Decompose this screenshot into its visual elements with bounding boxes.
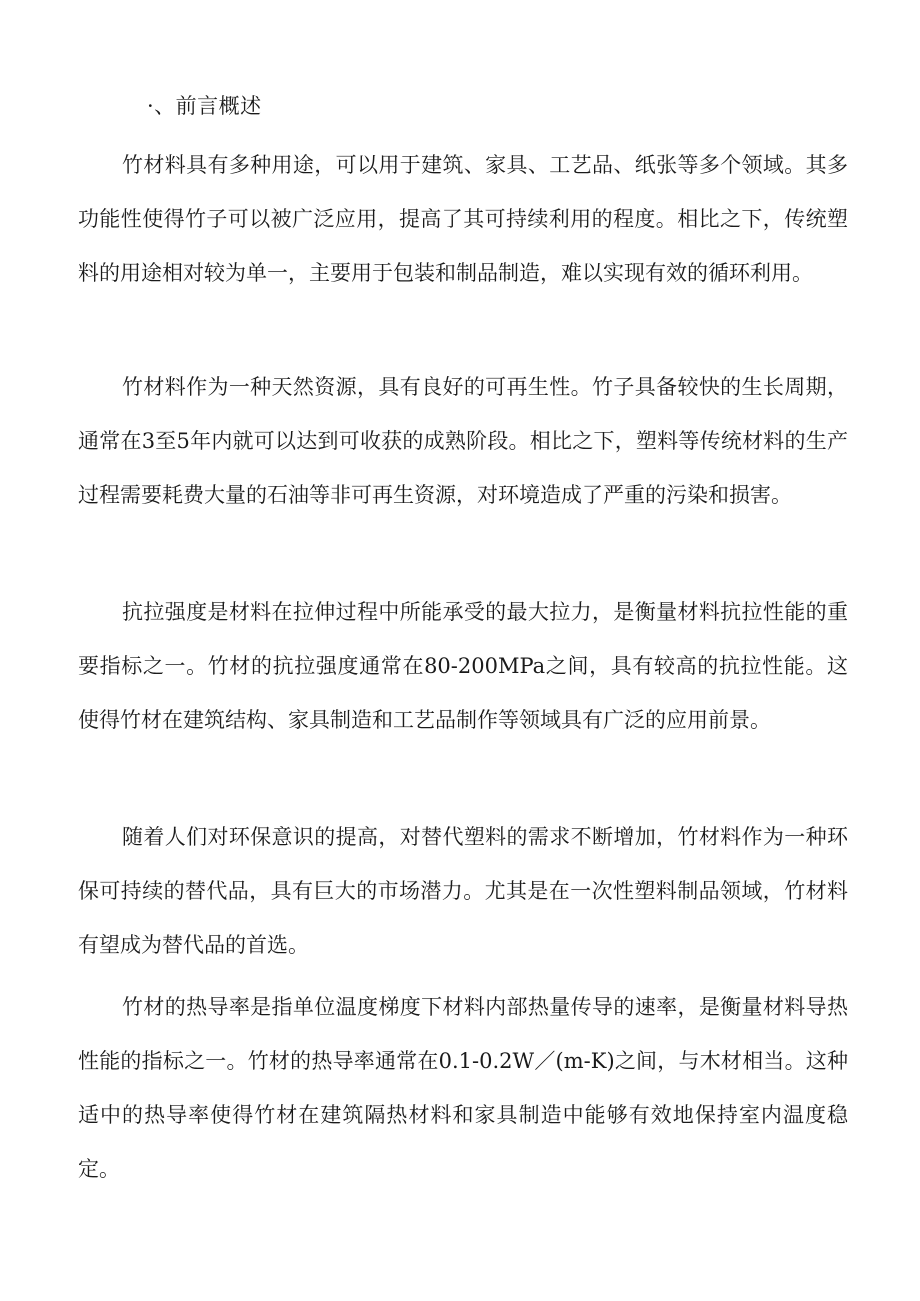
section-heading: ·、前言概述 [147, 94, 262, 118]
paragraph-market-potential: 随着人们对环保意识的提高，对替代塑料的需求不断增加，竹材料作为一种环保可持续的替代品，具有巨大的市场潜力。尤其是在一次性塑料制品领域，竹材料有望成为替代品的首选。 [78, 825, 848, 957]
paragraph-tensile-strength: 抗拉强度是材料在拉伸过程中所能承受的最大拉力，是衡量材料抗拉性能的重要指标之一。竹材的抗拉强度通常在80-200MPa之间，具有较高的抗拉性能。这使得竹材在建筑结构、家具制造和工艺品制作等领域具有广泛的应用前景。 [78, 600, 848, 732]
paragraph-renewability: 竹材料作为一种天然资源，具有良好的可再生性。竹子具备较快的生长周期，通常在3至5年内就可以达到可收获的成熟阶段。相比之下，塑料等传统材料的生产过程需要耗费大量的石油等非可再生资源，对环境造成了严重的污染和损害。 [78, 375, 848, 507]
paragraph-thermal-conductivity: 竹材的热导率是指单位温度梯度下材料内部热量传导的速率，是衡量材料导热性能的指标之一。竹材的热导率通常在0.1-0.2W／(m-K)之间，与木材相当。这种适中的热导率使得竹材在建筑隔热材料和家具制造中能够有效地保持室内温度稳定。 [78, 995, 848, 1181]
paragraph-versatility: 竹材料具有多种用途，可以用于建筑、家具、工艺品、纸张等多个领域。其多功能性使得竹子可以被广泛应用，提高了其可持续利用的程度。相比之下，传统塑料的用途相对较为单一，主要用于包装和制品制造，难以实现有效的循环利用。 [78, 153, 848, 285]
